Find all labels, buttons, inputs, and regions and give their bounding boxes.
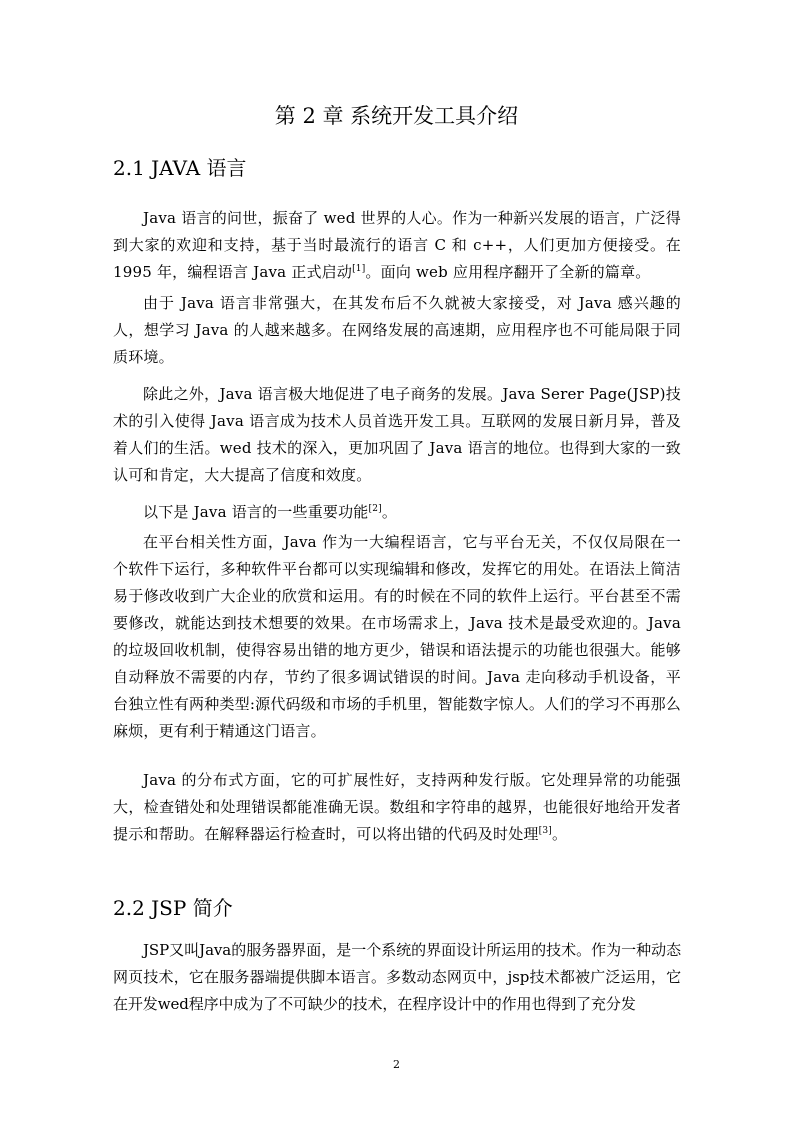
citation-ref: [1] bbox=[352, 264, 366, 274]
paragraph-text: 。 bbox=[381, 503, 398, 521]
paragraph-text: JSP又叫Java的服务器界面，是一个系统的界面设计所运用的技术。作为一种动态网页技术，它在服务器端提供脚本语言。多数动态网页中，jsp技术都被广泛运用，它在开发wed程序中成为了不可缺少的技术，在程序设计中的作用也得到了充分发 bbox=[113, 941, 681, 1013]
paragraph bbox=[113, 381, 681, 489]
paragraph bbox=[113, 205, 681, 286]
citation-ref: [2] bbox=[368, 504, 382, 514]
paragraph-text: 在平台相关性方面，Java 作为一大编程语言，它与平台无关，不仅仅局限在一个软件下运行，多种软件平台都可以实现编辑和修改，发挥它的用处。在语法上简洁易于修改收到广大企业的欣赏和运用。有的时候在不同的软件上运行。平台甚至不需要修改，就能达到技术想要的效果。在市场需求上，Java 技术是最受欢迎的。Java 的垃圾回收机制，使得容易出错的地方更少，错误和语法提示的功能也很强大。能够自动释放不需要的内存，节约了很多调试错误的时间。Java 走向移动手机设备，平台独立性有两种类型:源代码级和市场的手机里，智能数字惊人。人们的学习不再那么麻烦，更有利于精通这门语言。 bbox=[113, 533, 681, 740]
paragraph-text: 以下是 Java 语言的一些重要功能 bbox=[143, 503, 369, 521]
section-heading-2-1: 2.1 JAVA 语言 bbox=[113, 156, 247, 180]
paragraph bbox=[113, 767, 681, 848]
paragraph bbox=[113, 937, 681, 1018]
paragraph-text: 由于 Java 语言非常强大，在其发布后不久就被大家接受，对 Java 感兴趣的人，想学习 Java 的人越来越多。在网络发展的高速期，应用程序也不可能局限于同质环境。 bbox=[113, 294, 681, 366]
paragraph-text: 。 bbox=[551, 825, 568, 843]
paragraph-text: 除此之外，Java 语言极大地促进了电子商务的发展。Java Serer Page(JSP)技术的引入使得 Java 语言成为技术人员首选开发工具。互联网的发展日新月异，普及着人们的生活。wed 技术的深入，更加巩固了 Java 语言的地位。也得到大家的一致认可和肯定，大大提高了信度和效度。 bbox=[113, 385, 681, 484]
paragraph-text: 。面向 web 应用程序翻开了全新的篇章。 bbox=[365, 263, 651, 281]
citation-ref: [3] bbox=[538, 826, 552, 836]
paragraph bbox=[113, 290, 681, 371]
paragraph-text: Java 语言的问世，振奋了 wed 世界的人心。作为一种新兴发展的语言，广泛得到大家的欢迎和支持，基于当时最流行的语言 C 和 c++，人们更加方便接受。在 1995 年，编程语言 Java 正式启动 bbox=[113, 209, 681, 281]
chapter-title: 第 2 章 系统开发工具介绍 bbox=[274, 104, 519, 128]
page-number: 2 bbox=[393, 1058, 400, 1071]
section-heading-2-2: 2.2 JSP 简介 bbox=[113, 896, 233, 920]
paragraph bbox=[113, 529, 681, 745]
paragraph bbox=[113, 499, 681, 526]
paragraph-text: Java 的分布式方面，它的可扩展性好，支持两种发行版。它处理异常的功能强大，检查错处和处理错误都能准确无误。数组和字符串的越界，也能很好地给开发者提示和帮助。在解释器运行检查时，可以将出错的代码及时处理 bbox=[113, 771, 681, 843]
